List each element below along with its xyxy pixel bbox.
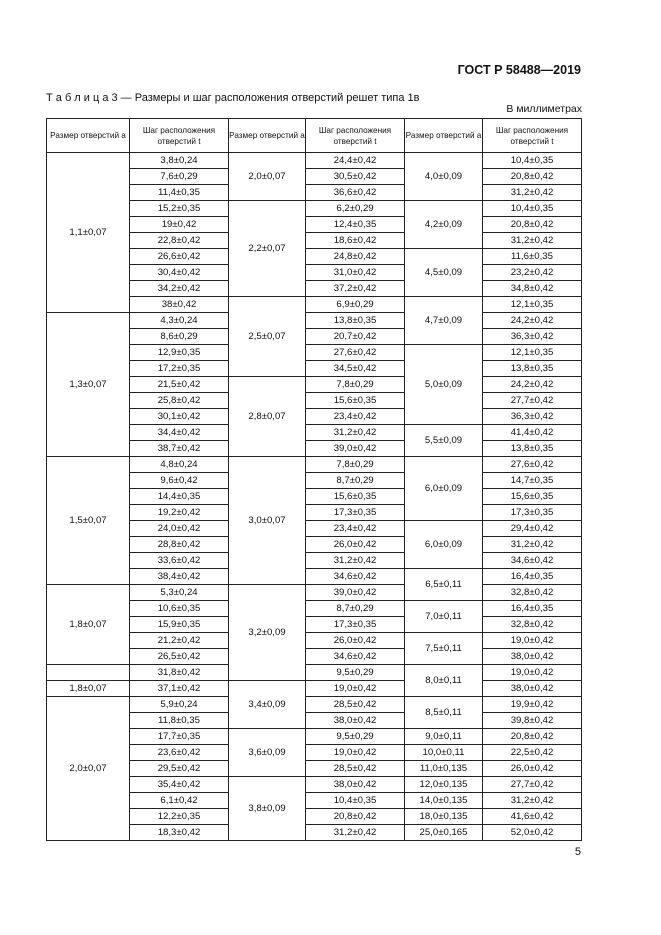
hole-pitch-cell: 27,7±0,42 [483, 393, 582, 409]
hole-pitch-cell: 24,8±0,42 [306, 249, 405, 265]
hole-pitch-cell: 13,8±0,35 [483, 361, 582, 377]
hole-pitch-cell: 4,8±0,24 [130, 457, 229, 473]
hole-size-cell: 2,8±0,07 [229, 377, 306, 457]
hole-size-cell: 7,5±0,11 [405, 633, 483, 665]
table-row [47, 681, 582, 697]
hole-pitch-cell: 38,7±0,42 [130, 441, 229, 457]
hole-pitch-cell: 29,5±0,42 [130, 761, 229, 777]
hole-pitch-cell: 9,6±0,42 [130, 473, 229, 489]
table-row [47, 697, 582, 713]
hole-pitch-cell: 23,6±0,42 [130, 745, 229, 761]
hole-pitch-cell: 26,0±0,42 [306, 633, 405, 649]
hole-size-cell: 3,8±0,09 [229, 777, 306, 841]
hole-size-cell: 8,0±0,11 [405, 665, 483, 697]
hole-pitch-cell: 19,0±0,42 [483, 633, 582, 649]
hole-pitch-cell: 17,3±0,35 [306, 505, 405, 521]
hole-size-cell: 3,4±0,09 [229, 681, 306, 729]
hole-pitch-cell: 11,4±0,35 [130, 185, 229, 201]
hole-pitch-cell: 24,4±0,42 [306, 153, 405, 169]
hole-pitch-cell: 21,5±0,42 [130, 377, 229, 393]
hole-pitch-cell: 6,1±0,42 [130, 793, 229, 809]
hole-pitch-cell: 30,1±0,42 [130, 409, 229, 425]
hole-pitch-cell: 21,2±0,42 [130, 633, 229, 649]
table-row [47, 585, 582, 601]
hole-pitch-cell: 34,6±0,42 [306, 649, 405, 665]
hole-pitch-cell: 36,3±0,42 [483, 409, 582, 425]
hole-pitch-cell: 8,7±0,29 [306, 601, 405, 617]
hole-pitch-cell: 16,4±0,35 [483, 569, 582, 585]
hole-size-cell: 2,0±0,07 [229, 153, 306, 201]
hole-size-cell [47, 665, 130, 681]
hole-pitch-cell: 26,0±0,42 [483, 761, 582, 777]
hole-pitch-cell: 31,2±0,42 [483, 537, 582, 553]
hole-size-cell: 5,5±0,09 [405, 425, 483, 457]
hole-size-cell: 2,5±0,07 [229, 297, 306, 377]
hole-size-cell: 2,0±0,07 [47, 697, 130, 841]
hole-size-cell: 25,0±0,165 [405, 825, 483, 841]
hole-pitch-cell: 22,5±0,42 [483, 745, 582, 761]
hole-pitch-cell: 31,0±0,42 [306, 265, 405, 281]
hole-pitch-cell: 20,8±0,42 [483, 729, 582, 745]
table-row [47, 665, 582, 681]
hole-pitch-cell: 17,3±0,35 [306, 617, 405, 633]
hole-pitch-cell: 14,4±0,35 [130, 489, 229, 505]
header-cell: Размер отверстий a [47, 119, 130, 153]
hole-pitch-cell: 37,2±0,42 [306, 281, 405, 297]
hole-pitch-cell: 36,6±0,42 [306, 185, 405, 201]
hole-pitch-cell: 7,8±0,29 [306, 377, 405, 393]
hole-pitch-cell: 19,0±0,42 [306, 745, 405, 761]
header-cell: Размер отверстий a [229, 119, 306, 153]
hole-pitch-cell: 19,0±0,42 [483, 665, 582, 681]
hole-pitch-cell: 30,4±0,42 [130, 265, 229, 281]
table-header-row [47, 119, 582, 153]
hole-pitch-cell: 28,5±0,42 [306, 697, 405, 713]
hole-pitch-cell: 37,1±0,42 [130, 681, 229, 697]
hole-pitch-cell: 52,0±0,42 [483, 825, 582, 841]
hole-pitch-cell: 23,4±0,42 [306, 521, 405, 537]
hole-pitch-cell: 39,0±0,42 [306, 585, 405, 601]
hole-pitch-cell: 38±0,42 [130, 297, 229, 313]
hole-pitch-cell: 19,9±0,42 [483, 697, 582, 713]
hole-size-cell: 1,8±0,07 [47, 681, 130, 697]
hole-pitch-cell: 27,7±0,42 [483, 777, 582, 793]
hole-pitch-cell: 20,8±0,42 [483, 217, 582, 233]
hole-pitch-cell: 24,2±0,42 [483, 377, 582, 393]
hole-pitch-cell: 27,6±0,42 [483, 457, 582, 473]
hole-pitch-cell: 31,2±0,42 [306, 825, 405, 841]
hole-pitch-cell: 19,0±0,42 [306, 681, 405, 697]
hole-pitch-cell: 26,6±0,42 [130, 249, 229, 265]
hole-pitch-cell: 26,0±0,42 [306, 537, 405, 553]
hole-size-cell: 1,5±0,07 [47, 457, 130, 585]
hole-pitch-cell: 38,0±0,42 [483, 681, 582, 697]
table-caption: Т а б л и ц а 3 — Размеры и шаг расположения отверстий решет типа 1в [46, 92, 420, 104]
hole-pitch-cell: 29,4±0,42 [483, 521, 582, 537]
hole-pitch-cell: 20,7±0,42 [306, 329, 405, 345]
hole-pitch-cell: 12,1±0,35 [483, 345, 582, 361]
hole-pitch-cell: 31,8±0,42 [130, 665, 229, 681]
table-row [47, 457, 582, 473]
hole-pitch-cell: 35,4±0,42 [130, 777, 229, 793]
hole-pitch-cell: 34,6±0,42 [483, 553, 582, 569]
hole-pitch-cell: 9,5±0,29 [306, 665, 405, 681]
hole-pitch-cell: 26,5±0,42 [130, 649, 229, 665]
hole-pitch-cell: 18,6±0,42 [306, 233, 405, 249]
hole-size-cell: 6,5±0,11 [405, 569, 483, 601]
hole-size-cell: 3,0±0,07 [229, 457, 306, 585]
hole-size-cell: 3,6±0,09 [229, 729, 306, 777]
hole-size-cell: 1,8±0,07 [47, 585, 130, 665]
hole-pitch-cell: 31,2±0,42 [483, 185, 582, 201]
hole-pitch-cell: 12,1±0,35 [483, 297, 582, 313]
hole-pitch-cell: 28,5±0,42 [306, 761, 405, 777]
hole-size-cell: 11,0±0,135 [405, 761, 483, 777]
hole-pitch-cell: 32,8±0,42 [483, 617, 582, 633]
hole-pitch-cell: 14,7±0,35 [483, 473, 582, 489]
hole-pitch-cell: 7,6±0,29 [130, 169, 229, 185]
table-row [47, 153, 582, 169]
hole-pitch-cell: 6,9±0,29 [306, 297, 405, 313]
hole-size-cell: 8,5±0,11 [405, 697, 483, 729]
hole-pitch-cell: 15,6±0,35 [306, 393, 405, 409]
hole-pitch-cell: 11,6±0,35 [483, 249, 582, 265]
hole-size-cell: 1,1±0,07 [47, 153, 130, 313]
hole-pitch-cell: 15,9±0,35 [130, 617, 229, 633]
hole-size-cell: 9,0±0,11 [405, 729, 483, 745]
hole-pitch-cell: 19,2±0,42 [130, 505, 229, 521]
hole-pitch-cell: 18,3±0,42 [130, 825, 229, 841]
hole-size-cell: 4,2±0,09 [405, 201, 483, 249]
hole-pitch-cell: 38,0±0,42 [306, 777, 405, 793]
hole-pitch-cell: 12,9±0,35 [130, 345, 229, 361]
hole-pitch-cell: 19±0,42 [130, 217, 229, 233]
hole-pitch-cell: 4,3±0,24 [130, 313, 229, 329]
hole-pitch-cell: 10,4±0,35 [483, 153, 582, 169]
hole-size-cell: 14,0±0,135 [405, 793, 483, 809]
hole-pitch-cell: 38,4±0,42 [130, 569, 229, 585]
hole-pitch-cell: 13,8±0,35 [306, 313, 405, 329]
hole-pitch-cell: 24,0±0,42 [130, 521, 229, 537]
hole-size-table [46, 118, 582, 841]
hole-pitch-cell: 9,5±0,29 [306, 729, 405, 745]
hole-size-cell: 18,0±0,135 [405, 809, 483, 825]
page-number: 5 [574, 846, 581, 858]
hole-pitch-cell: 34,8±0,42 [483, 281, 582, 297]
hole-pitch-cell: 3,8±0,24 [130, 153, 229, 169]
hole-pitch-cell: 15,6±0,35 [306, 489, 405, 505]
hole-pitch-cell: 12,2±0,35 [130, 809, 229, 825]
hole-size-cell: 5,0±0,09 [405, 345, 483, 425]
table-row [47, 313, 582, 329]
hole-pitch-cell: 31,2±0,42 [306, 553, 405, 569]
hole-pitch-cell: 13,8±0,35 [483, 441, 582, 457]
hole-pitch-cell: 36,3±0,42 [483, 329, 582, 345]
hole-pitch-cell: 17,3±0,35 [483, 505, 582, 521]
hole-pitch-cell: 34,4±0,42 [130, 425, 229, 441]
hole-pitch-cell: 7,8±0,29 [306, 457, 405, 473]
hole-pitch-cell: 31,2±0,42 [483, 793, 582, 809]
header-cell: Размер отверстий a [405, 119, 483, 153]
hole-size-cell: 10,0±0,11 [405, 745, 483, 761]
hole-pitch-cell: 17,2±0,35 [130, 361, 229, 377]
hole-pitch-cell: 38,0±0,42 [483, 649, 582, 665]
hole-size-table-container [46, 118, 581, 838]
hole-pitch-cell: 10,4±0,35 [483, 201, 582, 217]
header-cell: Шаг расположения отверстий t [130, 119, 229, 153]
hole-pitch-cell: 10,6±0,35 [130, 601, 229, 617]
hole-pitch-cell: 32,8±0,42 [483, 585, 582, 601]
hole-pitch-cell: 33,6±0,42 [130, 553, 229, 569]
hole-pitch-cell: 15,2±0,35 [130, 201, 229, 217]
hole-pitch-cell: 25,8±0,42 [130, 393, 229, 409]
hole-pitch-cell: 34,6±0,42 [306, 569, 405, 585]
hole-pitch-cell: 30,5±0,42 [306, 169, 405, 185]
hole-pitch-cell: 41,4±0,42 [483, 425, 582, 441]
hole-pitch-cell: 22,8±0,42 [130, 233, 229, 249]
header-cell: Шаг расположения отверстий t [306, 119, 405, 153]
hole-size-cell: 12,0±0,135 [405, 777, 483, 793]
hole-size-cell: 1,3±0,07 [47, 313, 130, 457]
hole-pitch-cell: 12,4±0,35 [306, 217, 405, 233]
hole-size-cell: 7,0±0,11 [405, 601, 483, 633]
hole-pitch-cell: 41,6±0,42 [483, 809, 582, 825]
hole-pitch-cell: 39,8±0,42 [483, 713, 582, 729]
hole-pitch-cell: 5,9±0,24 [130, 697, 229, 713]
hole-size-cell: 6,0±0,09 [405, 457, 483, 521]
hole-pitch-cell: 6,2±0,29 [306, 201, 405, 217]
hole-size-cell: 6,0±0,09 [405, 521, 483, 569]
hole-size-cell: 4,7±0,09 [405, 297, 483, 345]
header-cell: Шаг расположения отверстий t [483, 119, 582, 153]
hole-pitch-cell: 24,2±0,42 [483, 313, 582, 329]
hole-size-cell: 3,2±0,09 [229, 585, 306, 681]
hole-pitch-cell: 5,3±0,24 [130, 585, 229, 601]
table-body [47, 119, 582, 841]
hole-pitch-cell: 20,8±0,42 [306, 809, 405, 825]
hole-size-cell: 4,0±0,09 [405, 153, 483, 201]
hole-pitch-cell: 8,6±0,29 [130, 329, 229, 345]
hole-pitch-cell: 15,6±0,35 [483, 489, 582, 505]
hole-pitch-cell: 11,8±0,35 [130, 713, 229, 729]
hole-pitch-cell: 34,2±0,42 [130, 281, 229, 297]
hole-pitch-cell: 10,4±0,35 [306, 793, 405, 809]
hole-pitch-cell: 27,6±0,42 [306, 345, 405, 361]
hole-pitch-cell: 31,2±0,42 [306, 425, 405, 441]
hole-pitch-cell: 20,8±0,42 [483, 169, 582, 185]
units-note: В миллиметрах [506, 103, 582, 115]
hole-size-cell: 2,2±0,07 [229, 201, 306, 297]
hole-pitch-cell: 28,8±0,42 [130, 537, 229, 553]
hole-pitch-cell: 31,2±0,42 [483, 233, 582, 249]
hole-pitch-cell: 23,2±0,42 [483, 265, 582, 281]
hole-pitch-cell: 23,4±0,42 [306, 409, 405, 425]
hole-pitch-cell: 38,0±0,42 [306, 713, 405, 729]
hole-pitch-cell: 39,0±0,42 [306, 441, 405, 457]
hole-size-cell: 4,5±0,09 [405, 249, 483, 297]
standard-header: ГОСТ Р 58488—2019 [457, 63, 581, 77]
hole-pitch-cell: 8,7±0,29 [306, 473, 405, 489]
hole-pitch-cell: 17,7±0,35 [130, 729, 229, 745]
hole-pitch-cell: 16,4±0,35 [483, 601, 582, 617]
hole-pitch-cell: 34,5±0,42 [306, 361, 405, 377]
